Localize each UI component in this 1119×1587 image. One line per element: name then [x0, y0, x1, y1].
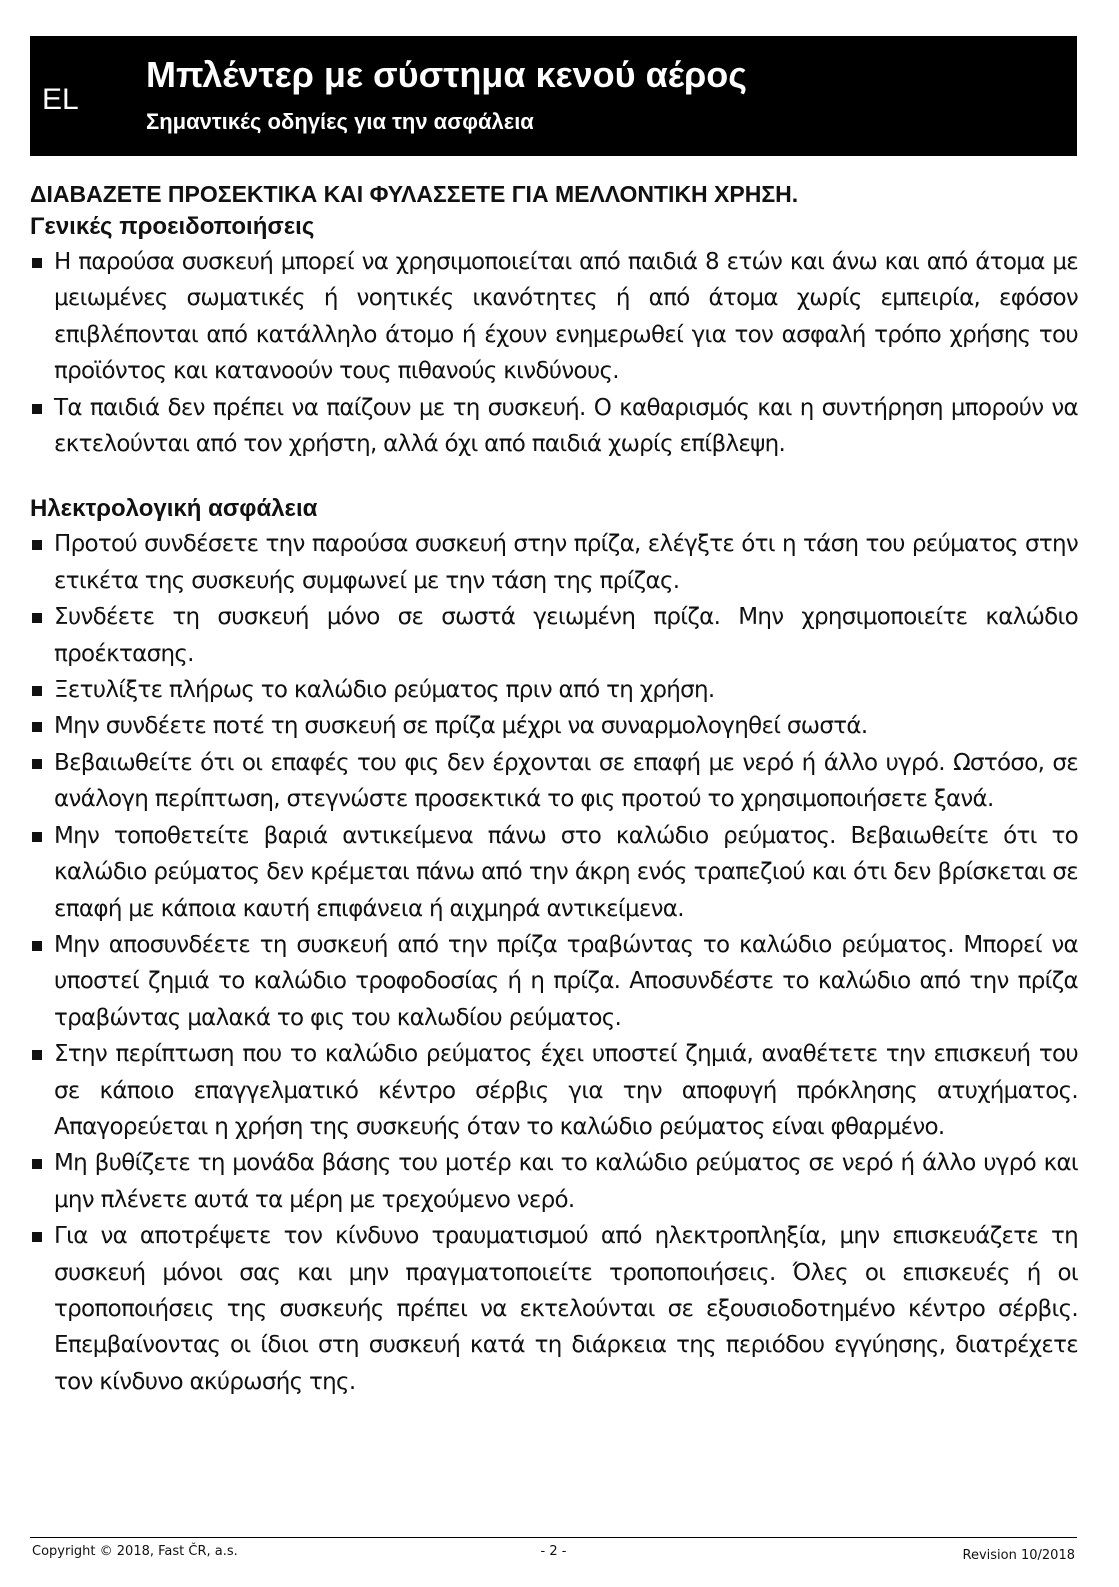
list-item: Μην τοποθετείτε βαριά αντικείμενα πάνω στο καλώδιο ρεύματος. Βεβαιωθείτε ότι το καλώδιο ρεύματος δεν κρέμεται πάνω από την άκρη ενός τραπεζιού και ότι δεν βρίσκεται σε επαφή με κάποια καυτή επιφάνεια ή αιχμηρά αντικείμενα.: [30, 818, 1078, 927]
document-header: [30, 36, 1077, 156]
list-item: Στην περίπτωση που το καλώδιο ρεύματος έχει υποστεί ζημιά, αναθέτετε την επισκευή του σε κάποιο επαγγελματικό κέντρο σέρβις για την αποφυγή πρόκλησης ατυχήματος. Απαγορεύεται η χρήση της συσκευής όταν το καλώδιο ρεύματος είναι φθαρμένο.: [30, 1036, 1078, 1145]
bullet-icon: [32, 1232, 42, 1242]
copyright-notice: Copyright © 2018, Fast ČR, a.s.: [32, 1544, 238, 1559]
bullet-icon: [32, 540, 42, 550]
bullet-icon: [32, 832, 42, 842]
bullet-icon: [32, 1050, 42, 1060]
bullet-icon: [32, 258, 42, 268]
revision-label: Revision 10/2018: [962, 1548, 1075, 1563]
page-number: - 2 -: [540, 1544, 567, 1559]
list-item: Ξετυλίξτε πλήρως το καλώδιο ρεύματος πριν από τη χρήση.: [30, 672, 1078, 708]
section-heading-electrical-safety: Ηλεκτρολογική ασφάλεια: [30, 495, 318, 523]
document-title: Μπλέντερ με σύστημα κενού αέρος: [146, 54, 747, 95]
bullet-icon: [32, 759, 42, 769]
language-code: EL: [42, 83, 79, 116]
bullet-icon: [32, 613, 42, 623]
document-body: [30, 178, 1078, 1400]
read-carefully-warning: ΔΙΑΒΑΖΕΤΕ ΠΡΟΣΕΚΤΙΚΑ ΚΑΙ ΦΥΛΑΣΣΕΤΕ ΓΙΑ ΜΕΛΛΟΝΤΙΚΗ ΧΡΗΣΗ.: [30, 181, 799, 207]
list-item: Συνδέετε τη συσκευή μόνο σε σωστά γειωμένη πρίζα. Μην χρησιμοποιείτε καλώδιο προέκτασης.: [30, 599, 1078, 672]
footer-divider: [30, 1537, 1077, 1538]
general-warnings-list: [30, 244, 1078, 462]
bullet-icon: [32, 722, 42, 732]
bullet-icon: [32, 941, 42, 951]
section-heading-general-warnings: Γενικές προειδοποιήσεις: [30, 213, 315, 240]
bullet-icon: [32, 1159, 42, 1169]
list-item: Μη βυθίζετε τη μονάδα βάσης του μοτέρ και το καλώδιο ρεύματος σε νερό ή άλλο υγρό και μην πλένετε αυτά τα μέρη με τρεχούμενο νερό.: [30, 1145, 1078, 1218]
document-subtitle: Σημαντικές οδηγίες για την ασφάλεια: [146, 109, 534, 134]
page-footer: [30, 1542, 1077, 1564]
bullet-icon: [32, 404, 42, 414]
list-item: Τα παιδιά δεν πρέπει να παίζουν με τη συσκευή. Ο καθαρισμός και η συντήρηση μπορούν να εκτελούνται από τον χρήστη, αλλά όχι από παιδιά χωρίς επίβλεψη.: [30, 390, 1078, 463]
electrical-safety-list: [30, 526, 1078, 1400]
list-item: Η παρούσα συσκευή μπορεί να χρησιμοποιείται από παιδιά 8 ετών και άνω και από άτομα με μειωμένες σωματικές ή νοητικές ικανότητες ή από άτομα χωρίς εμπειρία, εφόσον επιβλέπονται από κατάλληλο άτομο ή έχουν ενημερωθεί για τον ασφαλή τρόπο χρήσης του προϊόντος και κατανοούν τους πιθανούς κινδύνους.: [30, 244, 1078, 390]
bullet-icon: [32, 686, 42, 696]
list-item: Μην αποσυνδέετε τη συσκευή από την πρίζα τραβώντας το καλώδιο ρεύματος. Μπορεί να υποστεί ζημιά το καλώδιο τροφοδοσίας ή η πρίζα. Αποσυνδέστε το καλώδιο από την πρίζα τραβώντας μαλακά το φις του καλωδίου ρεύματος.: [30, 927, 1078, 1036]
list-item: Βεβαιωθείτε ότι οι επαφές του φις δεν έρχονται σε επαφή με νερό ή άλλο υγρό. Ωστόσο, σε ανάλογη περίπτωση, στεγνώστε προσεκτικά το φις προτού το χρησιμοποιήσετε ξανά.: [30, 745, 1078, 818]
list-item: Για να αποτρέψετε τον κίνδυνο τραυματισμού από ηλεκτροπληξία, μην επισκευάζετε τη συσκευή μόνοι σας και μην πραγματοποιείτε τροποποιήσεις. Όλες οι επισκευές ή οι τροποποιήσεις της συσκευής πρέπει να εκτελούνται σε εξουσιοδοτημένο κέντρο σέρβις. Επεμβαίνοντας οι ίδιοι στη συσκευή κατά τη διάρκεια της περιόδου εγγύησης, διατρέχετε τον κίνδυνο ακύρωσής της.: [30, 1218, 1078, 1400]
list-item: Προτού συνδέσετε την παρούσα συσκευή στην πρίζα, ελέγξτε ότι η τάση του ρεύματος στην ετικέτα της συσκευής συμφωνεί με την τάση της πρίζας.: [30, 526, 1078, 599]
list-item: Μην συνδέετε ποτέ τη συσκευή σε πρίζα μέχρι να συναρμολογηθεί σωστά.: [30, 708, 1078, 744]
